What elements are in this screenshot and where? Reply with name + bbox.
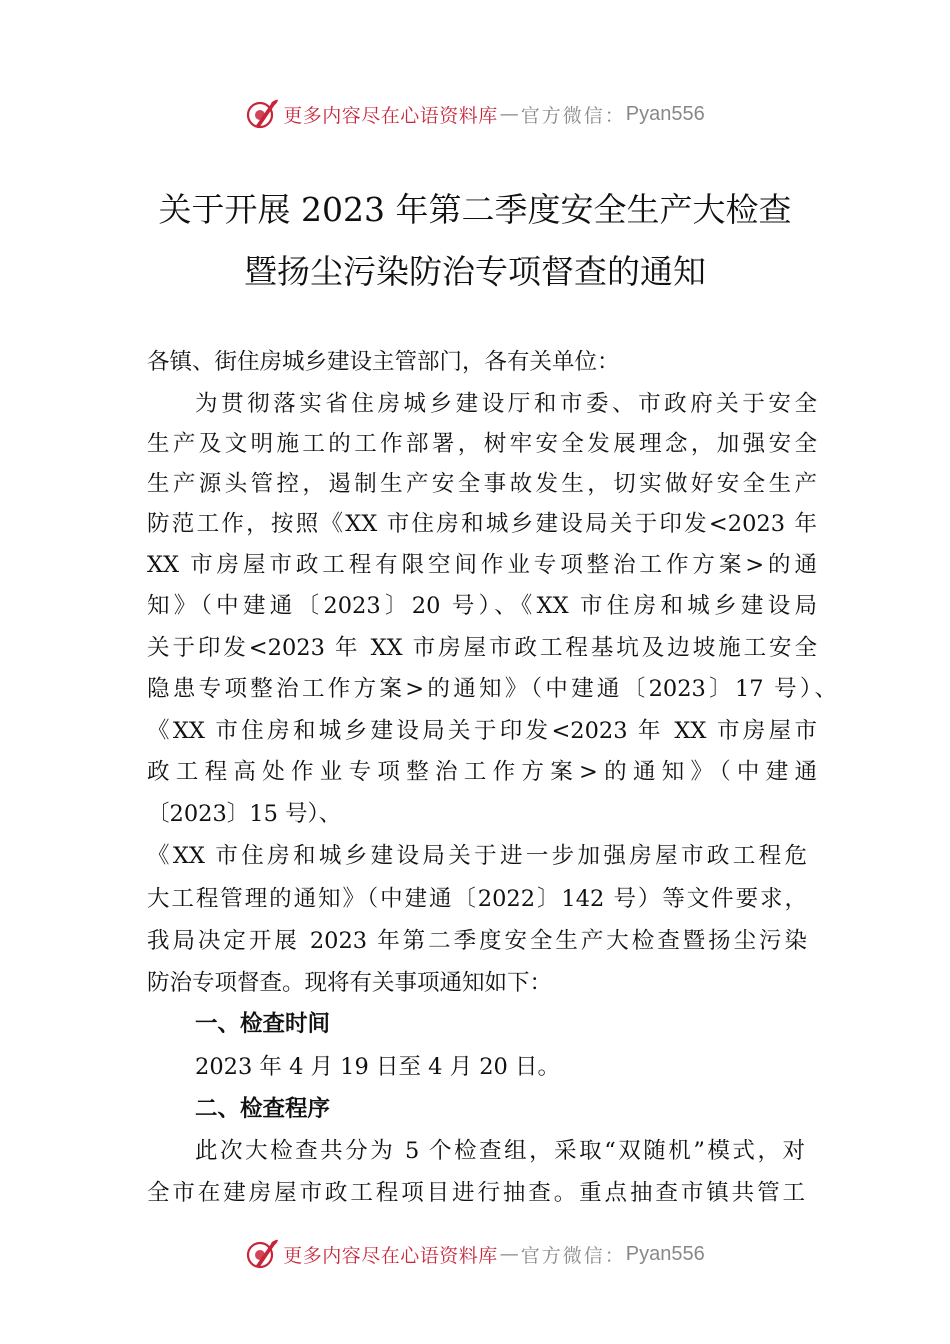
para-line: 《XX 市住房和城乡建设局关于进一步加强房屋市政工程危 [147, 843, 807, 869]
para-line: 为贯彻落实省住房城乡建设厅和市委、市政府关于安全 [195, 391, 817, 417]
watermark-wechat-id: Pyan556 [625, 1242, 705, 1265]
para-line: 关于印发<2023 年 XX 市房屋市政工程基坑及边坡施工安全 [147, 635, 817, 661]
para-line: 此次大检查共分为 5 个检查组，采取“双随机”模式，对 [195, 1138, 805, 1164]
para-line: 政工程高处作业专项整治工作方案>的通知》（中建通 [147, 759, 817, 785]
section-heading-1: 一、检查时间 [195, 1011, 331, 1037]
document-title-line-2: 暨扬尘污染防治专项督查的通知 [244, 252, 706, 291]
para-line: 〔2023〕15 号）、 [147, 801, 342, 827]
salutation: 各镇、街住房城乡建设主管部门，各有关单位： [147, 349, 620, 375]
quill-logo-icon [245, 1237, 279, 1271]
para-line: 隐患专项整治工作方案>的通知》（中建通〔2023〕17 号）、 [147, 676, 837, 702]
para-line: 生产及文明施工的工作部署，树牢安全发展理念，加强安全 [147, 431, 817, 457]
section-heading-2: 二、检查程序 [195, 1096, 331, 1122]
watermark-wechat-label: 官方微信： [520, 104, 626, 127]
para-line: 《XX 市住房和城乡建设局关于印发<2023 年 XX 市房屋市 [147, 718, 817, 744]
watermark-dash: — [499, 1243, 519, 1265]
watermark-wechat-label: 官方微信： [520, 1244, 626, 1267]
quill-logo-icon [245, 97, 279, 131]
watermark-brand: 更多内容尽在心语资料库 [283, 104, 498, 127]
para-line: 生产源头管控，遏制生产安全事故发生，切实做好安全生产 [147, 471, 817, 497]
para-line: XX 市房屋市政工程有限空间作业专项整治工作方案>的通 [147, 552, 817, 578]
para-line: 知》（中建通〔2023〕20 号）、《XX 市住房和城乡建设局 [147, 593, 817, 619]
watermark-dash: — [499, 103, 519, 125]
watermark-wechat-id: Pyan556 [625, 102, 705, 125]
watermark-brand: 更多内容尽在心语资料库 [283, 1244, 498, 1267]
para-line: 防治专项督查。现将有关事项通知如下： [147, 970, 553, 996]
para-line: 全市在建房屋市政工程项目进行抽查。重点抽查市镇共管工 [147, 1180, 805, 1206]
para-line: 我局决定开展 2023 年第二季度安全生产大检查暨扬尘污染 [147, 928, 807, 954]
para-line: 大工程管理的通知》（中建通〔2022〕142 号）等文件要求， [147, 886, 807, 912]
section-1-text: 2023 年 4 月 19 日至 4 月 20 日。 [195, 1054, 561, 1080]
document-title-line-1: 关于开展 2023 年第二季度安全生产大检查 [158, 190, 792, 229]
para-line: 防范工作，按照《XX 市住房和城乡建设局关于印发<2023 年 [147, 511, 817, 537]
watermark-top [0, 94, 950, 134]
watermark-bottom [0, 1234, 950, 1274]
